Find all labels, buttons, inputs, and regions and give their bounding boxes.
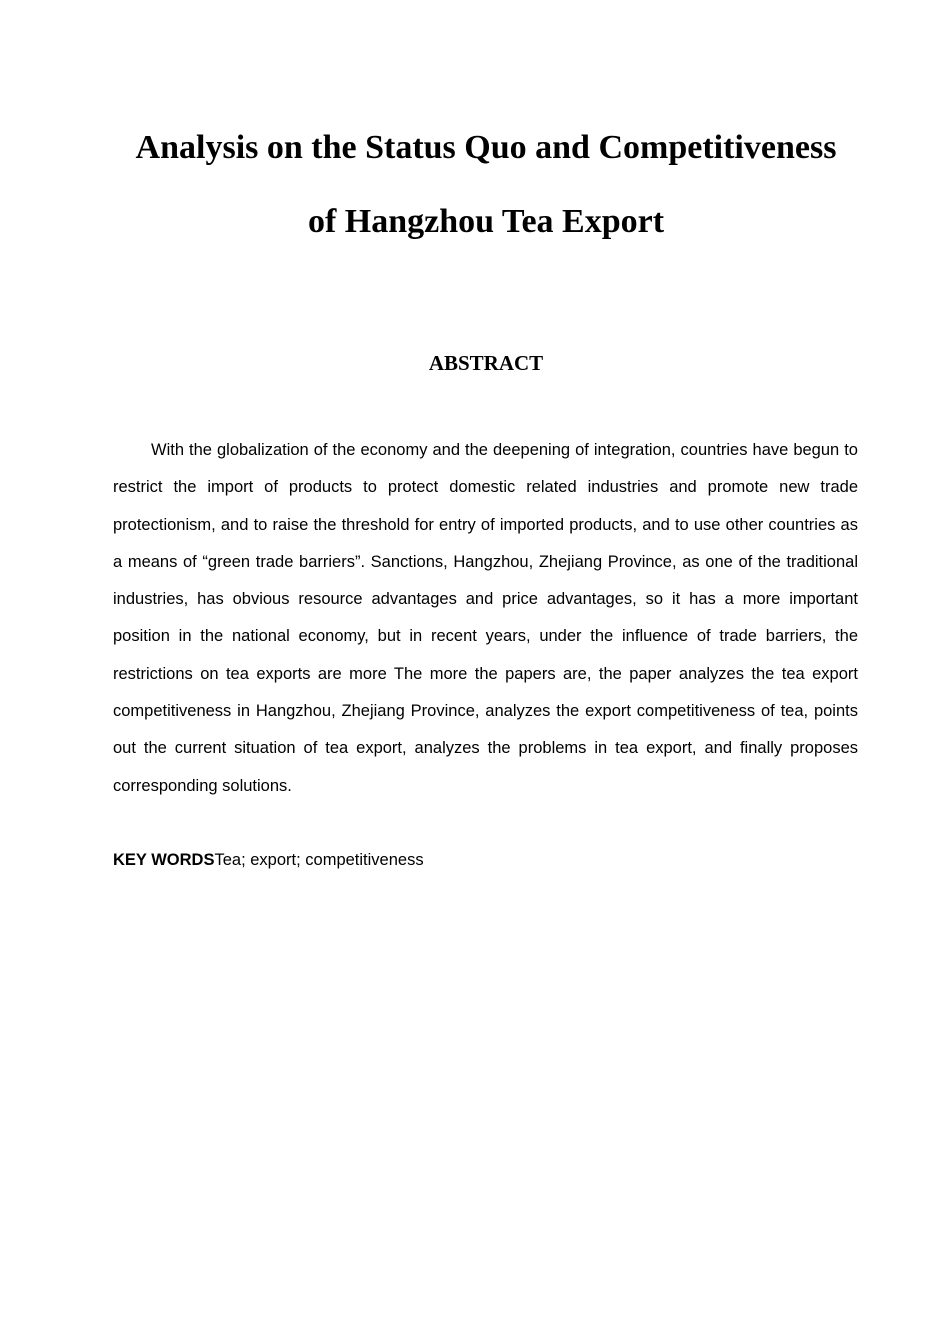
abstract-paragraph: With the globalization of the economy and the deepening of integration, countries have begun to restrict the import of products to protect domestic related industries and promote new trade protectionism, and to raise the threshold for entry of imported products, and to use other countries as a means of “green trade barriers”. Sanctions, Hangzhou, Zhejiang Province, as one of the traditional industries, has obvious resource advantages and price advantages, so it has a more important position in the national economy, but in recent years, under the influence of trade barriers, the restrictions on tea exports are more The more the papers are, the paper analyzes the tea export competitiveness in Hangzhou, Zhejiang Province, analyzes the export competitiveness of tea, points out the current situation of tea export, analyzes the problems in tea export, and finally proposes corresponding solutions. bbox=[113, 441, 858, 795]
paper-title-line-2: of Hangzhou Tea Export bbox=[307, 203, 665, 240]
keywords-label: KEY WORDS bbox=[113, 851, 215, 869]
keywords-text: Tea; export; competitiveness bbox=[214, 851, 424, 869]
abstract-heading: ABSTRACT bbox=[428, 351, 544, 375]
paper-title-line-1: Analysis on the Status Quo and Competitiveness bbox=[135, 129, 837, 166]
keywords-line bbox=[113, 847, 858, 873]
